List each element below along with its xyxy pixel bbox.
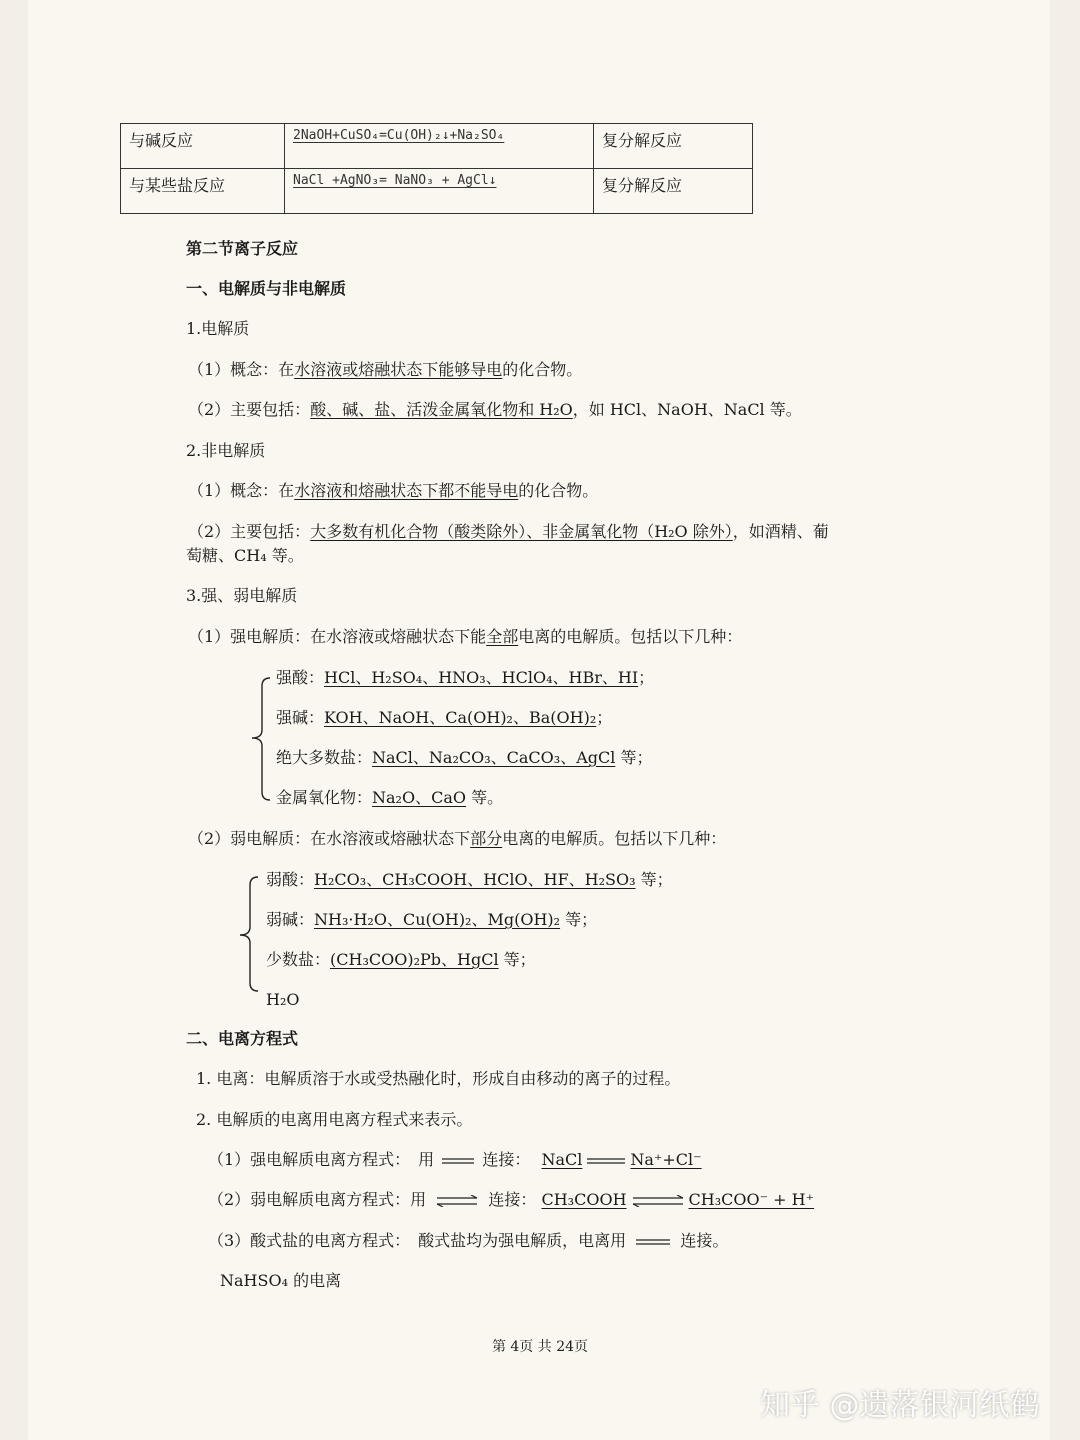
s1-title: 1.电解质 — [186, 319, 250, 338]
reversible-arrow-icon — [631, 1195, 685, 1207]
weak-brace — [232, 871, 262, 996]
category-cell: 复分解反应 — [594, 124, 753, 169]
reaction-type-cell: 与碱反应 — [121, 124, 285, 169]
acid-salt-equation: （3）酸式盐的电离方程式： 酸式盐均为强电解质，电离用 连接。 — [208, 1231, 729, 1250]
part2-title: 二、电离方程式 — [186, 1029, 299, 1048]
strong-item: 强酸：HCl、H₂SO₄、HNO₃、HClO₄、HBr、HI； — [276, 668, 655, 687]
weak-item: H₂O — [266, 990, 300, 1009]
category-cell: 复分解反应 — [594, 169, 753, 214]
reaction-type-cell: 与某些盐反应 — [121, 169, 285, 214]
s2-p1: （1）概念：在水溶液和熔融状态下都不能导电的化合物。 — [188, 481, 599, 500]
equation-cell: 2NaOH+CuSO₄=Cu(OH)₂↓+Na₂SO₄ — [285, 124, 594, 169]
ionization-note: 2. 电解质的电离用电离方程式来表示。 — [196, 1110, 473, 1129]
weak-item: 少数盐：(CH₃COO)₂Pb、HgCl 等； — [266, 950, 536, 969]
s1-p2: （2）主要包括：酸、碱、盐、活泼金属氧化物和 H₂O，如 HCl、NaOH、NaCl 等。 — [188, 400, 802, 419]
strong-brace — [244, 670, 274, 805]
strong-equation: （1）强电解质电离方程式： 用 连接： NaCl Na⁺+Cl⁻ — [208, 1150, 702, 1169]
s2-p2-line2: 萄糖、CH₄ 等。 — [186, 546, 304, 565]
nahso4-line: NaHSO₄ 的电离 — [220, 1271, 342, 1290]
weak-item: 弱碱：NH₃·H₂O、Cu(OH)₂、Mg(OH)₂ 等； — [266, 910, 598, 929]
part1-title: 一、电解质与非电解质 — [186, 279, 347, 298]
s2-p2: （2）主要包括：大多数有机化合物（酸类除外）、非金属氧化物（H₂O 除外），如酒精、葡 — [188, 522, 829, 541]
reversible-arrow-icon — [435, 1195, 479, 1207]
strong-electrolyte-def: （1）强电解质：在水溶液或熔融状态下能全部电离的电解质。包括以下几种： — [188, 627, 743, 646]
weak-electrolyte-def: （2）弱电解质：在水溶液或熔融状态下部分电离的电解质。包括以下几种： — [188, 829, 727, 848]
table-row — [121, 124, 753, 169]
table-row — [121, 169, 753, 214]
s1-p1: （1）概念：在水溶液或熔融状态下能够导电的化合物。 — [188, 360, 583, 379]
weak-item: 弱酸：H₂CO₃、CH₃COOH、HClO、HF、H₂SO₃ 等； — [266, 870, 673, 889]
page-footer: 第 4页 共 24页 — [491, 1339, 589, 1355]
equals-sign-icon — [635, 1237, 671, 1247]
strong-item: 绝大多数盐：NaCl、Na₂CO₃、CaCO₃、AgCl 等； — [276, 748, 653, 767]
weak-equation: （2）弱电解质电离方程式：用 连接： CH₃COOH CH₃COO⁻ + H⁺ — [208, 1190, 815, 1209]
ionization-def: 1. 电离：电解质溶于水或受热融化时，形成自由移动的离子的过程。 — [196, 1069, 681, 1088]
strong-item: 强碱：KOH、NaOH、Ca(OH)₂、Ba(OH)₂； — [276, 708, 613, 727]
reaction-table — [120, 123, 753, 214]
section-title: 第二节离子反应 — [186, 239, 299, 258]
s3-title: 3.强、弱电解质 — [186, 586, 298, 605]
strong-item: 金属氧化物：Na₂O、CaO 等。 — [276, 788, 504, 807]
watermark: 知乎 @遗落银河纸鹤 — [760, 1388, 1040, 1423]
equals-sign-icon — [586, 1156, 626, 1166]
s2-title: 2.非电解质 — [186, 441, 266, 460]
equation-cell: NaCl +AgNO₃= NaNO₃ + AgCl↓ — [285, 169, 594, 214]
equals-sign-icon — [441, 1156, 475, 1166]
